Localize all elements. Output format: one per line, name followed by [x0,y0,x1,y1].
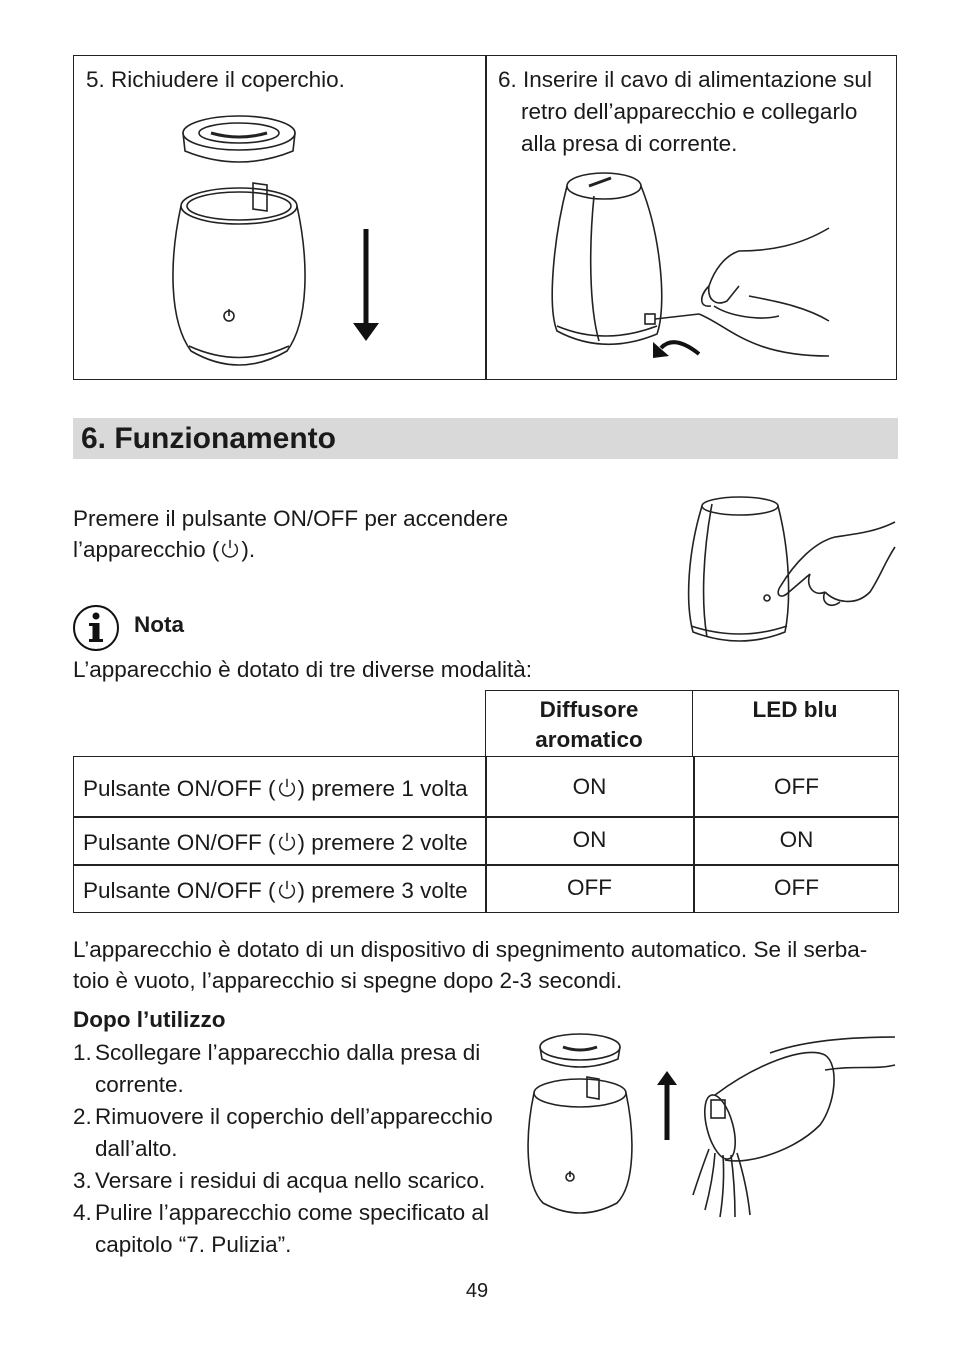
paragraph-line: L’apparecchio è dotato di un dispositivo di spegnimento automatico. Se il serba- [73,937,868,962]
auto-off-paragraph [73,934,903,996]
cell-diffusore: ON [572,774,607,799]
step-number: 5. [86,67,105,92]
cell-led: OFF [774,875,819,900]
info-icon [72,604,120,652]
list-item: 1. Scollegare l’apparecchio dalla presa di corrente. [73,1040,481,1097]
note-label: Nota [134,612,184,637]
table-row-label: Pulsante ON/OFF ( ) premere 3 volte [83,878,468,903]
paragraph-line: toio è vuoto, l’apparecchio si spegne dopo 2-3 secondi. [73,968,623,993]
row-divider [73,816,899,818]
cell-diffusore: ON [572,827,607,852]
table-row-label: Pulsante ON/OFF ( ) premere 2 volte [83,830,468,855]
header-led [692,690,899,757]
step-text-line: retro dell’apparecchio e collegarlo [521,99,858,124]
intro-text: ). [241,537,256,562]
after-use-title: Dopo l’utilizzo [73,1007,226,1032]
note-text: L’apparecchio è dotato di tre diverse modalità: [73,657,533,682]
plug-cable-illustration [549,156,849,371]
step-5 [86,64,345,96]
intro-text: l’apparecchio ( [73,537,220,562]
step-text-line: Inserire il cavo di alimentazione sul [523,67,872,92]
empty-water-illustration [525,1025,900,1220]
row-divider [73,864,899,866]
cell-led: OFF [774,774,819,799]
after-use-list [73,1037,513,1261]
list-item: 3. Versare i residui di acqua nello scarico. [73,1168,486,1193]
intro-line [73,534,508,565]
step-6 [498,64,893,160]
step-text: Richiudere il coperchio. [111,67,345,92]
page-number: 49 [465,1280,489,1302]
header-diffusore [485,690,693,757]
cell-diffusore: OFF [567,875,612,900]
steps-divider [485,56,487,379]
power-icon [219,538,241,560]
header-text: LED blu [752,697,838,722]
step-text-line: alla presa di corrente. [521,131,738,156]
section-heading-band [73,418,898,459]
table-row-label: Pulsante ON/OFF ( ) premere 1 volta [83,776,468,801]
modes-table [73,690,899,913]
header-text: aromatico [535,727,643,752]
intro-line: Premere il pulsante ON/OFF per accendere [73,506,509,531]
list-item: 2. Rimuovere il coperchio dell’apparecchio dall’alto. [73,1104,493,1161]
list-item: 4. Pulire l’apparecchio come specificato al capitolo “7. Pulizia”. [73,1200,489,1257]
power-icon [276,777,298,799]
steps-box [73,55,897,380]
close-lid-illustration [169,111,409,371]
step-number: 6. [498,67,517,92]
cell-led: ON [779,827,814,852]
press-button-illustration [685,492,900,647]
header-text: Diffusore [539,697,639,722]
section-title: 6. Funzionamento [81,422,336,455]
intro-paragraph [73,503,508,565]
power-icon [276,879,298,901]
power-icon [276,831,298,853]
